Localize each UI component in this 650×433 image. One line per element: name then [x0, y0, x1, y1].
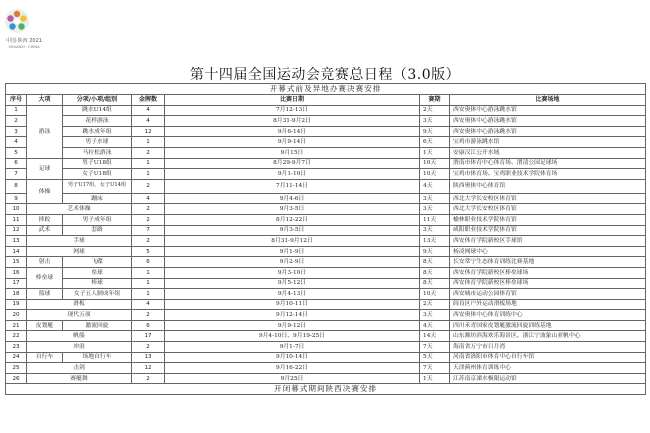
- cell-sport: 击剑: [27, 363, 132, 374]
- cell-days: 10天: [420, 158, 450, 169]
- cell-days: 3天: [420, 116, 450, 127]
- cell-gold: 5: [132, 246, 165, 257]
- cell-venue: 西安奥体中心体育训练中心: [450, 310, 646, 321]
- banner-bottom: 开闭幕式期间陕西决赛安排: [6, 384, 646, 395]
- cell-gold: 4: [132, 299, 165, 310]
- cell-date: 9月3-10日: [165, 267, 420, 278]
- cell-date: 9月4-13日: [165, 289, 420, 300]
- cell-no: 14: [6, 246, 27, 257]
- cell-venue: 西北大学长安校区体育馆: [450, 193, 646, 204]
- cell-subevent: 蹦床: [63, 193, 132, 204]
- cell-date: 9月1-10日: [165, 169, 420, 180]
- cell-gold: 2: [132, 342, 165, 353]
- table-row: [6, 179, 646, 193]
- table-header-row: [6, 95, 646, 106]
- cell-sport: 网球: [27, 246, 132, 257]
- cell-venue: 海南省万宁市日月湾: [450, 342, 646, 353]
- cell-venue: 西安奥体中心游泳跳水馆: [450, 105, 646, 116]
- cell-gold: 2: [132, 214, 165, 225]
- table-row: [6, 342, 646, 353]
- cell-days: 11天: [420, 214, 450, 225]
- cell-date: 9月1-7日: [165, 342, 420, 353]
- table-row: [6, 278, 646, 289]
- cell-no: 20: [6, 310, 27, 321]
- cell-sport: 游泳: [27, 105, 63, 158]
- cell-days: 4天: [420, 320, 450, 331]
- cell-no: 16: [6, 267, 27, 278]
- cell-no: 26: [6, 373, 27, 384]
- cell-subevent: 激流回旋: [63, 320, 132, 331]
- cell-gold: 1: [132, 169, 165, 180]
- cell-no: 7: [6, 169, 27, 180]
- table-row: [6, 373, 646, 384]
- cell-no: 13: [6, 236, 27, 247]
- table-row: [6, 214, 646, 225]
- logo-text-cn: 中国·陕西 2021: [6, 38, 42, 44]
- table-row: [6, 236, 646, 247]
- cell-no: 25: [6, 363, 27, 374]
- table-row: [6, 331, 646, 342]
- cell-subevent: 男子U18组: [63, 158, 132, 169]
- cell-date: 9月9-12日: [165, 320, 420, 331]
- cell-no: 4: [6, 137, 27, 148]
- table-row: [6, 257, 646, 268]
- cell-subevent: 场地自行车: [63, 352, 132, 363]
- cell-venue: 宝鸡市游泳跳水馆: [450, 137, 646, 148]
- cell-venue: 西安城市运动公园体育馆: [450, 289, 646, 300]
- header-sport: 大项: [27, 95, 63, 106]
- cell-gold: 4: [132, 105, 165, 116]
- cell-sport: 射击: [27, 257, 63, 268]
- cell-date: 9月25日: [165, 373, 420, 384]
- cell-sport: 帆船: [27, 331, 132, 342]
- cell-venue: 榆林职业技术学院体育馆: [450, 214, 646, 225]
- cell-days: 3天: [420, 310, 450, 321]
- cell-no: 21: [6, 320, 27, 331]
- games-emblem-icon: [4, 8, 30, 34]
- header-no: 序号: [6, 95, 27, 106]
- cell-sport: 武术: [27, 225, 63, 236]
- cell-sport: 艺术体操: [27, 204, 132, 215]
- table-row: [6, 267, 646, 278]
- cell-days: 3天: [420, 193, 450, 204]
- cell-no: 12: [6, 225, 27, 236]
- cell-date: 9月3-5日: [165, 225, 420, 236]
- table-row: [6, 320, 646, 331]
- cell-date: 8月29-9月7日: [165, 158, 420, 169]
- cell-no: 3: [6, 126, 27, 137]
- cell-venue: 西安奥体中心游泳跳水馆: [450, 116, 646, 127]
- cell-days: 6天: [420, 137, 450, 148]
- cell-date: 9月15日: [165, 147, 420, 158]
- cell-sport: 棒垒球: [27, 267, 63, 288]
- cell-venue: 咸阳职业技术学院体育馆: [450, 225, 646, 236]
- cell-sport: 赛艇舞: [27, 373, 132, 384]
- cell-venue: 西安体育学院新校区手球馆: [450, 236, 646, 247]
- cell-days: 7天: [420, 363, 450, 374]
- cell-sport: 篮球: [27, 289, 63, 300]
- cell-venue: 西安体育学院新校区棒垒球场: [450, 278, 646, 289]
- cell-date: 9月3-5日: [165, 204, 420, 215]
- table-row: [6, 147, 646, 158]
- table-row: [6, 126, 646, 137]
- table-row: [6, 137, 646, 148]
- cell-date: 8月31-9月2日: [165, 116, 420, 127]
- cell-venue: 江苏南京溧水极限运动馆: [450, 373, 646, 384]
- cell-venue: 西北大学长安校区体育馆: [450, 204, 646, 215]
- cell-venue: 四川禾青国家皮划艇激流回旋训练基地: [450, 320, 646, 331]
- cell-sport: 自行车: [27, 352, 63, 363]
- cell-date: 9月6-14日: [165, 126, 420, 137]
- table-row: [6, 225, 646, 236]
- cell-sport: 冲浪: [27, 342, 132, 353]
- cell-date: 8月31-9月12日: [165, 236, 420, 247]
- cell-subevent: 跳水成年组: [63, 126, 132, 137]
- cell-days: 14天: [420, 331, 450, 342]
- cell-no: 11: [6, 214, 27, 225]
- cell-date: 9月1-9日: [165, 246, 420, 257]
- cell-date: 9月5-12日: [165, 278, 420, 289]
- cell-subevent: 套路: [63, 225, 132, 236]
- header-gold: 金牌数: [132, 95, 165, 106]
- cell-venue: 阎良区户外运动滑板场地: [450, 299, 646, 310]
- cell-days: 8天: [420, 267, 450, 278]
- cell-days: 8天: [420, 257, 450, 268]
- cell-venue: 渭南市体育中心体育场、渭清公园足球场: [450, 158, 646, 169]
- cell-date: 9月12-14日: [165, 310, 420, 321]
- cell-gold: 2: [132, 310, 165, 321]
- cell-subevent: 女子U18组: [63, 169, 132, 180]
- cell-sport: 手球: [27, 236, 132, 247]
- cell-days: 7天: [420, 342, 450, 353]
- cell-sport: 滑板: [27, 299, 132, 310]
- cell-days: 10天: [420, 289, 450, 300]
- cell-gold: 2: [132, 204, 165, 215]
- cell-days: 2天: [420, 105, 450, 116]
- cell-days: 3天: [420, 204, 450, 215]
- cell-venue: 西安体育学院新校区棒垒球场: [450, 267, 646, 278]
- cell-no: 9: [6, 193, 27, 204]
- cell-subevent: 花样游泳: [63, 116, 132, 127]
- cell-date: 7月12-13日: [165, 105, 420, 116]
- cell-no: 2: [6, 116, 27, 127]
- cell-no: 22: [6, 331, 27, 342]
- cell-gold: 13: [132, 352, 165, 363]
- cell-no: 8: [6, 179, 27, 193]
- cell-no: 18: [6, 289, 27, 300]
- cell-venue: 山东潍坊滨海欢乐海景区、浙江宁波象山亚帆中心: [450, 331, 646, 342]
- table-row: [6, 299, 646, 310]
- cell-subevent: 男子U17组、女子U14组: [63, 179, 132, 193]
- cell-gold: 1: [132, 278, 165, 289]
- cell-subevent: 飞碟: [63, 257, 132, 268]
- cell-date: 9月4-10日、9月19-25日: [165, 331, 420, 342]
- cell-no: 1: [6, 105, 27, 116]
- cell-no: 17: [6, 278, 27, 289]
- cell-subevent: 男子成年组: [63, 214, 132, 225]
- cell-days: 8天: [420, 278, 450, 289]
- cell-venue: 杨凌网球中心: [450, 246, 646, 257]
- table-row: [6, 169, 646, 180]
- cell-venue: 宝鸡市体育场、宝鸡职业技术学院体育场: [450, 169, 646, 180]
- cell-venue: 长安常宁生态体育训练比赛基地: [450, 257, 646, 268]
- table-row: [6, 310, 646, 321]
- cell-date: 9月9-14日: [165, 137, 420, 148]
- cell-gold: 2: [132, 179, 165, 193]
- cell-gold: 2: [132, 147, 165, 158]
- cell-no: 15: [6, 257, 27, 268]
- cell-days: 10天: [420, 169, 450, 180]
- games-logo: [4, 8, 44, 58]
- cell-subevent: 女子五人制成年组: [63, 289, 132, 300]
- cell-subevent: 棒球: [63, 278, 132, 289]
- cell-venue: 安康汉江公开水域: [450, 147, 646, 158]
- cell-days: 1天: [420, 373, 450, 384]
- table-banner-row: [6, 84, 646, 95]
- cell-sport: 体操: [27, 179, 63, 204]
- cell-date: 9月10-11日: [165, 299, 420, 310]
- table-row: [6, 246, 646, 257]
- cell-days: 2天: [420, 299, 450, 310]
- cell-gold: 4: [132, 193, 165, 204]
- cell-no: 19: [6, 299, 27, 310]
- cell-gold: 1: [132, 158, 165, 169]
- cell-gold: 2: [132, 236, 165, 247]
- cell-sport: 现代五项: [27, 310, 132, 321]
- cell-date: 7月11-14日: [165, 179, 420, 193]
- cell-days: 13天: [420, 236, 450, 247]
- cell-date: 9月2-9日: [165, 257, 420, 268]
- cell-no: 23: [6, 342, 27, 353]
- cell-subevent: 跳水U14组: [63, 105, 132, 116]
- cell-gold: 2: [132, 373, 165, 384]
- cell-days: 3天: [420, 225, 450, 236]
- banner-top: 开幕式前及异地办赛决赛安排: [6, 84, 646, 95]
- table-banner-row: [6, 384, 646, 395]
- cell-date: 9月4-6日: [165, 193, 420, 204]
- header-subevent: 分项/小项/组别: [63, 95, 132, 106]
- cell-subevent: 垒球: [63, 267, 132, 278]
- cell-subevent: 男子水球: [63, 137, 132, 148]
- table-row: [6, 352, 646, 363]
- cell-gold: 6: [132, 320, 165, 331]
- cell-days: 9天: [420, 246, 450, 257]
- table-row: [6, 116, 646, 127]
- cell-sport: 摔跤: [27, 214, 63, 225]
- cell-no: 10: [6, 204, 27, 215]
- cell-date: 8月12-22日: [165, 214, 420, 225]
- cell-gold: 1: [132, 137, 165, 148]
- cell-gold: 1: [132, 267, 165, 278]
- cell-sport: 足球: [27, 158, 63, 179]
- cell-no: 5: [6, 147, 27, 158]
- page-title: 第十四届全国运动会竞赛总日程（3.0版）: [189, 67, 461, 83]
- cell-gold: 6: [132, 257, 165, 268]
- logo-text-en: SHAANXI · CHINA: [8, 45, 40, 49]
- cell-gold: 7: [132, 225, 165, 236]
- cell-subevent: 马拉松游泳: [63, 147, 132, 158]
- schedule-table: [5, 83, 646, 395]
- cell-no: 6: [6, 158, 27, 169]
- cell-gold: 17: [132, 331, 165, 342]
- cell-days: 9天: [420, 126, 450, 137]
- header-days: 赛期: [420, 95, 450, 106]
- cell-venue: 西安奥体中心游泳跳水馆: [450, 126, 646, 137]
- cell-days: 5天: [420, 352, 450, 363]
- cell-days: 1天: [420, 147, 450, 158]
- table-row: [6, 158, 646, 169]
- cell-sport: 皮划艇: [27, 320, 63, 331]
- cell-gold: 12: [132, 126, 165, 137]
- table-row: [6, 193, 646, 204]
- table-row: [6, 105, 646, 116]
- table-row: [6, 363, 646, 374]
- table-row: [6, 289, 646, 300]
- header-date: 比赛日期: [165, 95, 420, 106]
- cell-gold: 4: [132, 116, 165, 127]
- cell-venue: 河南省洛阳市体育中心自行车馆: [450, 352, 646, 363]
- table-row: [6, 204, 646, 215]
- header-venue: 比赛场地: [450, 95, 646, 106]
- cell-date: 9月10-14日: [165, 352, 420, 363]
- cell-gold: 1: [132, 289, 165, 300]
- cell-date: 9月16-22日: [165, 363, 420, 374]
- cell-venue: 天津蓟州体育训练中心: [450, 363, 646, 374]
- cell-venue: 陕西奥体中心体育馆: [450, 179, 646, 193]
- cell-no: 24: [6, 352, 27, 363]
- cell-gold: 12: [132, 363, 165, 374]
- cell-days: 4天: [420, 179, 450, 193]
